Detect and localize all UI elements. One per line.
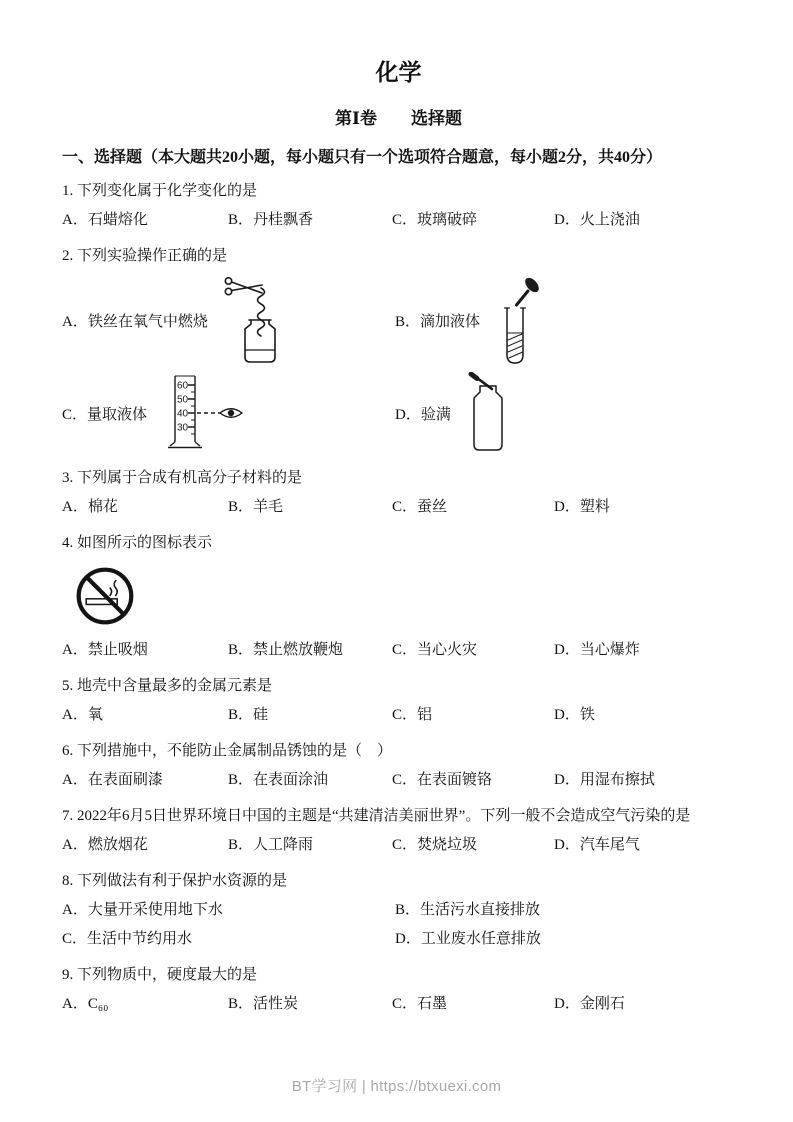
- question-6: [62, 737, 735, 795]
- question-2: [62, 242, 735, 457]
- question-6-option-c: C．在表面镀铬: [392, 772, 493, 788]
- question-3-stem: 3. 下列属于合成有机高分子材料的是: [62, 470, 303, 486]
- splint-at-bottle-mouth-figure-icon: [465, 372, 511, 454]
- cylinder-scale-label-50: 50: [177, 394, 189, 406]
- question-4-option-a: A．禁止吸烟: [62, 642, 148, 658]
- question-8-option-d: D．工业废水任意排放: [395, 931, 541, 947]
- question-1-option-c: C．玻璃破碎: [392, 212, 478, 228]
- question-9-options: [62, 990, 735, 1019]
- question-8-stem: 8. 下列做法有利于保护水资源的是: [62, 873, 288, 889]
- question-4-stem: 4. 如图所示的图标表示: [62, 535, 213, 551]
- question-6-option-a: A．在表面刷漆: [62, 772, 163, 788]
- question-7: [62, 802, 735, 860]
- question-7-option-a: A．燃放烟花: [62, 837, 148, 853]
- question-4-figure: [74, 565, 735, 629]
- question-2-row-cd: [62, 369, 735, 457]
- question-9-option-b: B．活性炭: [228, 996, 299, 1012]
- question-8-options-row-2: [62, 925, 735, 954]
- question-3: [62, 464, 735, 522]
- question-2-option-b-label: B．滴加液体: [395, 313, 481, 330]
- question-3-option-b: B．羊毛: [228, 499, 284, 515]
- question-2-option-c: [62, 373, 395, 453]
- question-4-option-c: C．当心火灾: [392, 642, 478, 658]
- question-8-option-c: C．生活中节约用水: [62, 931, 193, 947]
- question-8-option-b: B．生活污水直接排放: [395, 902, 541, 918]
- question-2-option-a: [62, 274, 395, 366]
- question-4-option-d: D．当心爆炸: [554, 642, 640, 658]
- question-2-option-c-label: C．量取液体: [62, 406, 148, 423]
- question-5-options: [62, 701, 735, 730]
- question-1-stem: 1. 下列变化属于化学变化的是: [62, 183, 258, 199]
- question-9-option-a: A．C₆₀: [62, 996, 109, 1012]
- watermark-footer: BT学习网 | https://btxuexi.com: [291, 1078, 502, 1095]
- question-2-option-a-label: A．铁丝在氧气中燃烧: [62, 313, 208, 330]
- question-6-option-d: D．用湿布擦拭: [554, 772, 655, 788]
- question-4-options: [62, 636, 735, 665]
- question-1-option-d: D．火上浇油: [554, 212, 640, 228]
- question-1-option-a: A．石蜡熔化: [62, 212, 148, 228]
- question-9-option-c: C．石墨: [392, 996, 448, 1012]
- question-1-option-b: B．丹桂飘香: [228, 212, 314, 228]
- question-9: [62, 961, 735, 1019]
- question-9-option-d: D．金刚石: [554, 996, 625, 1012]
- question-6-option-b: B．在表面涂油: [228, 772, 329, 788]
- question-2-option-d-label: D．验满: [395, 406, 451, 423]
- question-4-option-b: B．禁止燃放鞭炮: [228, 642, 344, 658]
- question-7-option-b: B．人工降雨: [228, 837, 314, 853]
- question-7-stem: 7. 2022年6月5日世界环境日中国的主题是“共建清洁美丽世界”。下列一般不会造成空气污染的是: [62, 808, 691, 824]
- graduated-cylinder-reading-figure-icon: [161, 373, 253, 453]
- question-6-stem: 6. 下列措施中，不能防止金属制品锈蚀的是（ ）: [62, 743, 393, 759]
- question-7-option-d: D．汽车尾气: [554, 837, 640, 853]
- iron-wire-in-oxygen-figure-icon: [222, 274, 280, 366]
- question-1-options: [62, 206, 735, 235]
- cylinder-scale-label-60: 60: [177, 380, 189, 392]
- question-8-option-a: A．大量开采使用地下水: [62, 902, 223, 918]
- question-4: [62, 529, 735, 665]
- question-3-options: [62, 493, 735, 522]
- question-5: [62, 672, 735, 730]
- question-7-option-c: C．焚烧垃圾: [392, 837, 478, 853]
- question-5-option-d: D．铁: [554, 707, 595, 723]
- question-9-stem: 9. 下列物质中，硬度最大的是: [62, 967, 258, 983]
- question-2-option-b: [395, 274, 735, 366]
- no-smoking-icon: [74, 565, 136, 627]
- question-3-option-d: D．塑料: [554, 499, 610, 515]
- question-2-row-ab: [62, 271, 735, 369]
- question-5-stem: 5. 地壳中含量最多的金属元素是: [62, 678, 273, 694]
- question-1: [62, 177, 735, 235]
- cylinder-scale-label-40: 40: [177, 408, 189, 420]
- question-3-option-c: C．蚕丝: [392, 499, 448, 515]
- page-title: 化学: [375, 60, 422, 85]
- question-2-stem: 2. 下列实验操作正确的是: [62, 248, 228, 264]
- question-7-options: [62, 831, 735, 860]
- dropper-into-test-tube-figure-icon: [494, 274, 544, 366]
- section-intro: 一、选择题（本大题共20小题，每小题只有一个选项符合题意，每小题2分，共40分）: [62, 149, 663, 166]
- question-8-options-row-1: [62, 896, 735, 925]
- question-3-option-a: A．棉花: [62, 499, 118, 515]
- question-5-option-b: B．硅: [228, 707, 269, 723]
- question-5-option-c: C．铝: [392, 707, 433, 723]
- volume-header: 第Ⅰ卷 选择题: [335, 109, 462, 128]
- question-8: [62, 867, 735, 954]
- cylinder-scale-label-30: 30: [177, 422, 189, 434]
- question-5-option-a: A．氧: [62, 707, 103, 723]
- question-2-option-d: [395, 372, 735, 454]
- question-6-options: [62, 766, 735, 795]
